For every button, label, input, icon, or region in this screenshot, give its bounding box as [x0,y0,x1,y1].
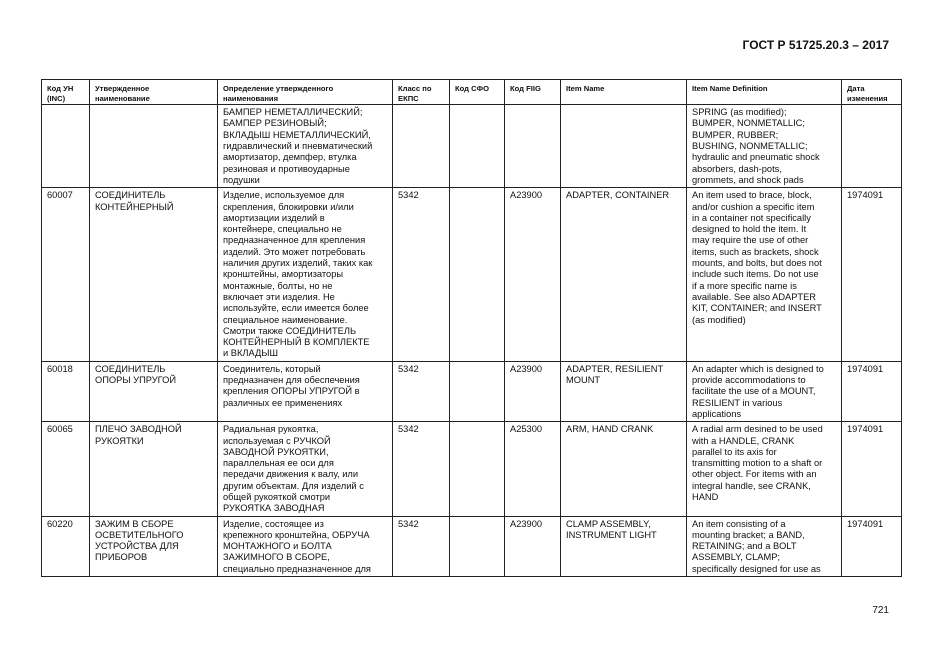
header-line: изменения [847,93,888,103]
sfo-cell [450,105,505,188]
cell-line: A radial arm desined to be used [692,424,823,435]
cell-line: предназначен для обеспечения [223,375,360,386]
cell-line: absorbers, dash-pots, [692,163,782,174]
cell-line: 60007 [47,190,73,201]
inc-cell [42,422,90,516]
cell-line: Изделие, используемое для [223,190,345,201]
cell-line: ПЛЕЧО ЗАВОДНОЙ [95,424,182,435]
inc-cell [42,105,90,188]
cell-line: SPRING (as modified); [692,107,787,118]
cell-line: An adapter which is designed to [692,363,824,374]
column-item-name-header [561,80,687,105]
cell-line: используемая с РУЧКОЙ [223,435,331,446]
item-definition-cell [687,422,842,516]
cell-line: parallel to its axis for [692,446,777,457]
item-name-cell [561,361,687,421]
class-cell [393,188,450,361]
table-row [42,516,902,576]
inc-cell [42,361,90,421]
fiig-cell [505,361,561,421]
cell-line: KIT, CONTAINER; and INSERT [692,303,822,314]
cell-line: Соединитель, который [223,363,321,374]
cell-line: 5342 [398,424,419,435]
cell-line: СОЕДИНИТЕЛЬ [95,363,166,374]
cell-line: амортизатор, демпфер, втулка [223,152,357,163]
cell-line: КОНТЕЙНЕРНЫЙ В КОМПЛЕКТЕ [223,337,370,348]
cell-line: BUMPER, NONMETALLIC; [692,118,805,129]
fiig-cell [505,188,561,361]
header-line: (INC) [47,93,66,103]
definition-cell [218,188,393,361]
date-cell [842,188,902,361]
column-class-header [393,80,450,105]
cell-line: крепежного кронштейна, ОБРУЧА [223,529,370,540]
cell-line: контейнере, специально не [223,224,342,235]
cell-line: 60220 [47,518,73,529]
cell-line: ОПОРЫ УПРУГОЙ [95,375,177,386]
cell-line: 1974091 [847,363,884,374]
cell-line: INSTRUMENT LIGHT [566,529,657,540]
cell-line: 5342 [398,363,419,374]
table-header-row [42,80,902,105]
column-fiig-header [505,80,561,105]
date-cell [842,105,902,188]
header-line: Код УН [47,84,74,93]
page-number: 721 [872,605,889,616]
definition-cell [218,516,393,576]
cell-line: designed to hold the item. It [692,224,807,235]
cell-line: ASSEMBLY, CLAMP; [692,552,781,563]
cell-line: ADAPTER, CONTAINER [566,190,670,201]
item-name-cell [561,516,687,576]
cell-line: ПРИБОРОВ [95,552,148,563]
column-item-definition-header [687,80,842,105]
table-row [42,188,902,361]
cell-line: включает эти изделия. Не [223,291,335,302]
cell-line: 60018 [47,363,73,374]
cell-line: if a more specific name is [692,280,797,291]
cell-line: A23900 [510,363,543,374]
item-name-cell [561,422,687,516]
header-line: Дата [847,84,865,93]
fiig-cell [505,105,561,188]
fiig-cell [505,516,561,576]
item-name-cell [561,105,687,188]
cell-line: other object. For items with an [692,469,817,480]
cell-line: БАМПЕР РЕЗИНОВЫЙ; [223,118,327,129]
sfo-cell [450,188,505,361]
cell-line: A25300 [510,424,543,435]
cell-line: другим объектам. Для изделий с [223,480,364,491]
cell-line: RESILIENT in various [692,397,783,408]
cell-line: ЗАВОДНОЙ РУКОЯТКИ, [223,446,329,457]
cell-line: кронштейны, амортизаторы [223,269,344,280]
cell-line: БАМПЕР НЕМЕТАЛЛИЧЕСКИЙ; [223,107,363,118]
cell-line: амортизации изделий в [223,212,325,223]
cell-line: transmitting motion to a shaft or [692,458,823,469]
cell-line: 1974091 [847,190,884,201]
cell-line: mounting bracket; a BAND, [692,529,805,540]
table-body [42,105,902,577]
cell-line: специально предназначенное для [223,563,371,574]
cell-line: CLAMP ASSEMBLY, [566,518,651,529]
cell-line: ЗАЖИМ В СБОРЕ [95,518,174,529]
sfo-cell [450,361,505,421]
cell-line: applications [692,408,742,419]
cell-line: подушки [223,174,260,185]
class-cell [393,361,450,421]
header-line: Код СФО [455,84,489,93]
cell-line: with a HANDLE, CRANK [692,435,795,446]
column-inc-header [42,80,90,105]
header-line: Item Name Definition [692,84,768,93]
table-row [42,361,902,421]
item-definition-cell [687,105,842,188]
cell-line: specifically designed for use as [692,563,821,574]
cell-line: grommets, and shock pads [692,174,804,185]
cell-line: общей рукояткой смотри [223,491,331,502]
cell-line: используйте, если имеется более [223,303,369,314]
cell-line: Смотри также СОЕДИНИТЕЛЬ [223,325,357,336]
cell-line: 1974091 [847,424,884,435]
cell-line: наличия других изделий, таких как [223,258,373,269]
item-definition-cell [687,188,842,361]
cell-line: A23900 [510,190,543,201]
cell-line: монтажные, болты, но не [223,280,333,291]
cell-line: предназначенное для крепления [223,235,366,246]
header-line: Item Name [566,84,605,93]
cell-line: and/or cushion a specific item [692,201,815,212]
cell-line: СОЕДИНИТЕЛЬ [95,190,166,201]
cell-line: An item consisting of a [692,518,786,529]
cell-line: РУКОЯТКИ [95,435,144,446]
cell-line: may require the use of other [692,235,809,246]
table-row [42,422,902,516]
column-sfo-header [450,80,505,105]
approved-name-cell [90,105,218,188]
cell-line: крепления ОПОРЫ УПРУГОЙ в [223,386,360,397]
approved-name-cell [90,361,218,421]
cell-line: facilitate the use of a MOUNT, [692,386,816,397]
cell-line: ADAPTER, RESILIENT [566,363,664,374]
cell-line: 1974091 [847,518,884,529]
cell-line: 60065 [47,424,73,435]
cell-line: 5342 [398,518,419,529]
fiig-cell [505,422,561,516]
cell-line: Радиальная рукоятка, [223,424,319,435]
cell-line: МОНТАЖНОГО и БОЛТА [223,541,332,552]
cell-line: передачи движения к валу, или [223,469,359,480]
cell-line: РУКОЯТКА ЗАВОДНАЯ [223,503,325,514]
cell-line: HAND [692,491,719,502]
column-definition-header [218,80,393,105]
item-definition-cell [687,516,842,576]
item-name-cell [561,188,687,361]
approved-name-cell [90,516,218,576]
definition-cell [218,422,393,516]
header-line: наименование [95,93,150,103]
inc-cell [42,516,90,576]
cell-line: ВКЛАДЫШ НЕМЕТАЛЛИЧЕСКИЙ, [223,129,371,140]
cell-line: An item used to brace, block, [692,190,812,201]
cell-line: скрепления, блокировки и/или [223,201,354,212]
class-cell [393,422,450,516]
sfo-cell [450,516,505,576]
sfo-cell [450,422,505,516]
date-cell [842,422,902,516]
cell-line: (as modified) [692,314,746,325]
approved-name-cell [90,188,218,361]
item-definition-cell [687,361,842,421]
cell-line: УСТРОЙСТВА ДЛЯ [95,541,179,552]
header-line: Утвержденное [95,84,150,93]
header-line: ЕКПС [398,93,419,103]
column-date-header [842,80,902,105]
cell-line: ОСВЕТИТЕЛЬНОГО [95,529,184,540]
date-cell [842,361,902,421]
cell-line: BUMPER, RUBBER; [692,129,779,140]
column-name-header [90,80,218,105]
cell-line: hydraulic and pneumatic shock [692,152,820,163]
cell-line: и ВКЛАДЫШ [223,348,279,359]
cell-line: mounts, and bolts, but does not [692,258,822,269]
class-cell [393,105,450,188]
header-line: Код FIIG [510,84,541,93]
cell-line: MOUNT [566,375,601,386]
header-line: Определение утвержденного [223,84,334,93]
cell-line: 5342 [398,190,419,201]
cell-line: ARM, HAND CRANK [566,424,654,435]
cell-line: integral handle, see CRANK, [692,480,811,491]
catalog-table [41,79,902,577]
cell-line: BUSHING, NONMETALLIC; [692,141,808,152]
cell-line: Изделие, состоящее из [223,518,324,529]
inc-cell [42,188,90,361]
header-line: Класс по [398,84,432,93]
document-header: ГОСТ Р 51725.20.3 – 2017 [742,38,889,52]
cell-line: include such items. Do not use [692,269,819,280]
table-row [42,105,902,188]
cell-line: in a container not specifically [692,212,811,223]
cell-line: гидравлический и пневматический [223,141,373,152]
cell-line: provide accommodations to [692,375,806,386]
cell-line: available. See also ADAPTER [692,291,817,302]
cell-line: параллельная ее оси для [223,458,334,469]
header-line: наименования [223,93,279,103]
approved-name-cell [90,422,218,516]
cell-line: ЗАЖИМНОГО В СБОРЕ, [223,552,330,563]
definition-cell [218,105,393,188]
cell-line: различных ее применениях [223,397,343,408]
cell-line: A23900 [510,518,543,529]
cell-line: КОНТЕЙНЕРНЫЙ [95,201,174,212]
cell-line: резиновая и противоударные [223,163,350,174]
class-cell [393,516,450,576]
date-cell [842,516,902,576]
cell-line: изделий. Это может потребовать [223,246,366,257]
cell-line: items, such as brackets, shock [692,246,819,257]
cell-line: RETAINING; and a BOLT [692,541,797,552]
definition-cell [218,361,393,421]
cell-line: специальное наименование. [223,314,348,325]
